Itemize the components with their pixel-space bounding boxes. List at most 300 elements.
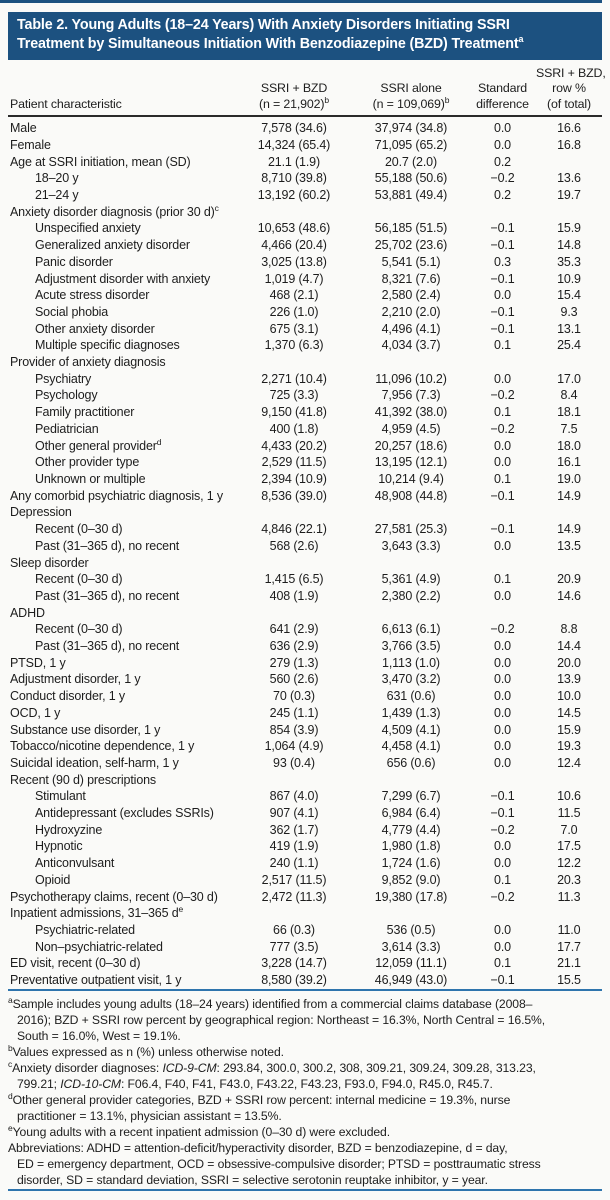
cell-ssri-alone: 11,096 (10.2) — [375, 371, 447, 386]
table-row — [8, 838, 602, 855]
cell-ssri-alone: 8,321 (7.6) — [381, 271, 441, 286]
cell-ssri-alone — [353, 772, 469, 789]
row-label: 21–24 y — [35, 188, 79, 203]
column-header-standard-difference: Standard difference — [469, 60, 536, 116]
cell-ssri-bzd: 21.1 (1.9) — [267, 154, 320, 169]
table-row — [8, 638, 602, 655]
footnote-a: $^a$Sample includes young adults (18–24 years) identified from a commercial claims database (2008– 2016); BZD + SSRI row percent by geographical region: Northeast = 16.3%, North Central = 16.5%, South = 16.0%, West = 19.1%. — [8, 994, 546, 1043]
cell-row-percent: 14.6 — [557, 588, 581, 603]
cell-ssri-bzd: 10,653 (48.6) — [257, 221, 331, 236]
table-row — [8, 170, 602, 187]
cell-ssri-bzd: 636 (2.9) — [269, 639, 319, 654]
table-row — [8, 237, 602, 254]
cell-row-percent: 17.0 — [557, 371, 581, 386]
cell-standard-difference — [469, 504, 536, 521]
cell-ssri-alone — [353, 504, 469, 521]
cell-ssri-alone: 1,439 (1.3) — [381, 705, 441, 720]
table-row — [8, 387, 602, 404]
cell-ssri-bzd: 2,271 (10.4) — [261, 371, 327, 386]
row-label: Other general provider$^d$ — [35, 436, 162, 453]
cell-ssri-alone: 536 (0.5) — [386, 922, 436, 937]
cell-standard-difference: 0.0 — [494, 689, 511, 704]
cell-standard-difference: −0.1 — [490, 806, 515, 821]
cell-ssri-alone: 25,702 (23.6) — [374, 238, 448, 253]
table-row — [8, 137, 602, 154]
cell-ssri-alone: 3,614 (3.3) — [381, 939, 441, 954]
cell-ssri-alone: 3,766 (3.5) — [381, 639, 441, 654]
cell-ssri-alone: 13,195 (12.1) — [374, 455, 448, 470]
cell-ssri-bzd: 8,580 (39.2) — [261, 973, 327, 988]
cell-row-percent: 21.1 — [557, 956, 581, 971]
cell-ssri-bzd: 4,846 (22.1) — [261, 522, 327, 537]
cell-row-percent: 7.5 — [560, 421, 578, 436]
cell-row-percent: 17.5 — [557, 839, 581, 854]
cell-row-percent: 13.5 — [557, 538, 581, 553]
row-label: Past (31–365 d), no recent — [35, 639, 180, 654]
row-label: Adjustment disorder, 1 y — [10, 672, 141, 687]
cell-ssri-bzd: 66 (0.3) — [273, 922, 315, 937]
cell-row-percent: 16.6 — [557, 121, 581, 136]
cell-row-percent: 16.1 — [557, 455, 581, 470]
cell-standard-difference: −0.1 — [490, 321, 515, 336]
row-label: Psychiatry — [35, 371, 92, 386]
table-row — [8, 621, 602, 638]
cell-ssri-bzd: 867 (4.0) — [269, 789, 319, 804]
table-row — [8, 488, 602, 505]
cell-ssri-alone: 7,299 (6.7) — [381, 789, 441, 804]
cell-row-percent: 15.9 — [557, 722, 581, 737]
row-label: Recent (0–30 d) — [35, 572, 123, 587]
table-row — [8, 116, 602, 137]
table-row — [8, 421, 602, 438]
table-row — [8, 889, 602, 906]
cell-row-percent: 9.3 — [560, 304, 578, 319]
cell-row-percent: 15.9 — [557, 221, 581, 236]
cell-standard-difference: −0.1 — [490, 789, 515, 804]
cell-row-percent: 13.6 — [557, 171, 581, 186]
cell-ssri-alone: 1,724 (1.6) — [381, 856, 441, 871]
row-label: Substance use disorder, 1 y — [10, 722, 161, 737]
row-label: Anxiety disorder diagnosis (prior 30 d)$^c$ — [10, 202, 219, 219]
column-header-ssri-bzd: SSRI + BZD (n = 21,902)$^b$ — [235, 60, 353, 116]
footnotes — [8, 996, 604, 1188]
table-row — [8, 271, 602, 288]
row-label: Inpatient admissions, 31–365 $d^e$ — [10, 904, 184, 921]
column-header-row-percent: SSRI + BZD, row % (of total) — [536, 60, 602, 116]
cell-ssri-alone: 4,496 (4.1) — [381, 321, 441, 336]
table-row — [8, 805, 602, 822]
cell-ssri-alone: 12,059 (11.1) — [375, 956, 447, 971]
row-label: OCD, 1 y — [10, 705, 61, 720]
cell-ssri-bzd: 3,228 (14.7) — [261, 956, 327, 971]
cell-ssri-alone: 3,643 (3.3) — [381, 538, 441, 553]
cell-ssri-bzd — [235, 772, 353, 789]
cell-ssri-bzd: 245 (1.1) — [269, 705, 319, 720]
cell-row-percent: 18.1 — [557, 405, 581, 420]
cell-row-percent: 10.0 — [557, 689, 581, 704]
cell-ssri-bzd: 568 (2.6) — [269, 538, 319, 553]
table-row — [8, 738, 602, 755]
cell-ssri-alone: 6,984 (6.4) — [381, 806, 441, 821]
cell-ssri-alone: 56,185 (51.5) — [374, 221, 448, 236]
cell-ssri-alone: 71,095 (65.2) — [374, 137, 448, 152]
table-row — [8, 254, 602, 271]
row-label: Generalized anxiety disorder — [35, 238, 190, 253]
top-rule — [0, 0, 602, 3]
row-label: Sleep disorder — [10, 555, 89, 570]
cell-row-percent: 16.8 — [557, 137, 581, 152]
cell-ssri-alone — [353, 204, 469, 221]
table-header — [8, 60, 606, 116]
row-label: Social phobia — [35, 304, 109, 319]
row-label: Psychiatric-related — [35, 922, 135, 937]
data-table — [8, 60, 606, 991]
cell-standard-difference: −0.2 — [490, 622, 515, 637]
cell-ssri-alone: 7,956 (7.3) — [381, 388, 441, 403]
cell-row-percent — [536, 154, 602, 171]
cell-ssri-alone: 41,392 (38.0) — [374, 405, 448, 420]
row-label: 18–20 y — [35, 171, 79, 186]
cell-row-percent: 20.0 — [557, 655, 581, 670]
cell-ssri-bzd: 400 (1.8) — [269, 421, 319, 436]
row-label: Depression — [10, 505, 72, 520]
row-label: Tobacco/nicotine dependence, 1 y — [10, 739, 195, 754]
table-row — [8, 955, 602, 972]
table-row — [8, 705, 602, 722]
cell-ssri-alone: 19,380 (17.8) — [374, 889, 448, 904]
cell-row-percent — [536, 354, 602, 371]
cell-row-percent: 13.9 — [557, 672, 581, 687]
cell-ssri-alone — [353, 605, 469, 622]
cell-ssri-alone: 27,581 (25.3) — [374, 522, 448, 537]
cell-row-percent: 12.2 — [557, 856, 581, 871]
cell-standard-difference: 0.0 — [494, 722, 511, 737]
cell-row-percent: 13.1 — [557, 321, 581, 336]
cell-ssri-alone: 656 (0.6) — [386, 755, 436, 770]
cell-ssri-bzd: 2,472 (11.3) — [261, 889, 327, 904]
cell-standard-difference — [469, 204, 536, 221]
cell-standard-difference: −0.1 — [490, 973, 515, 988]
table-row — [8, 788, 602, 805]
cell-ssri-bzd: 3,025 (13.8) — [261, 254, 327, 269]
cell-row-percent: 11.3 — [557, 889, 581, 904]
cell-row-percent — [536, 605, 602, 622]
cell-ssri-alone: 4,509 (4.1) — [381, 722, 441, 737]
table-row — [8, 438, 602, 455]
table-row — [8, 187, 602, 204]
cell-row-percent — [536, 905, 602, 922]
cell-standard-difference: 0.0 — [494, 371, 511, 386]
cell-standard-difference: 0.0 — [494, 755, 511, 770]
cell-ssri-bzd: 362 (1.7) — [269, 822, 319, 837]
cell-row-percent — [536, 555, 602, 572]
cell-ssri-bzd: 560 (2.6) — [269, 672, 319, 687]
table-row — [8, 671, 602, 688]
footnote-b: $^b$Values expressed as n (%) unless otherwise noted. — [8, 1042, 284, 1059]
row-label: Panic disorder — [35, 254, 113, 269]
cell-ssri-bzd: 226 (1.0) — [269, 304, 319, 319]
table-row — [8, 204, 602, 221]
cell-ssri-bzd: 93 (0.4) — [273, 755, 315, 770]
cell-ssri-alone: 4,458 (4.1) — [381, 739, 441, 754]
cell-ssri-alone: 2,580 (2.4) — [381, 288, 441, 303]
table-row — [8, 220, 602, 237]
cell-ssri-bzd: 8,536 (39.0) — [261, 488, 327, 503]
table-row — [8, 688, 602, 705]
cell-ssri-bzd — [235, 504, 353, 521]
cell-ssri-bzd: 907 (4.1) — [269, 806, 319, 821]
row-label: ED visit, recent (0–30 d) — [10, 956, 141, 971]
cell-row-percent: 15.5 — [557, 973, 581, 988]
row-label: Provider of anxiety diagnosis — [10, 355, 166, 370]
cell-ssri-alone: 5,541 (5.1) — [381, 254, 441, 269]
cell-standard-difference: 0.0 — [494, 438, 511, 453]
row-label: Non–psychiatric-related — [35, 939, 163, 954]
column-header-characteristic: Patient characteristic — [8, 60, 235, 116]
cell-ssri-alone: 37,974 (34.8) — [374, 121, 448, 136]
table-row — [8, 605, 602, 622]
row-label: Acute stress disorder — [35, 288, 150, 303]
cell-row-percent: 19.3 — [557, 739, 581, 754]
cell-row-percent: 12.4 — [557, 755, 581, 770]
cell-ssri-bzd — [235, 204, 353, 221]
table-row — [8, 287, 602, 304]
table-row — [8, 755, 602, 772]
table-row — [8, 454, 602, 471]
cell-standard-difference: 0.1 — [494, 572, 511, 587]
cell-row-percent: 17.7 — [557, 939, 581, 954]
cell-row-percent: 14.8 — [557, 238, 581, 253]
row-label: Age at SSRI initiation, mean (SD) — [10, 154, 191, 169]
cell-ssri-alone: 9,852 (9.0) — [381, 872, 441, 887]
table-row — [8, 304, 602, 321]
cell-standard-difference: 0.0 — [494, 288, 511, 303]
cell-ssri-alone: 48,908 (44.8) — [374, 488, 448, 503]
cell-row-percent: 14.5 — [557, 705, 581, 720]
table-row — [8, 722, 602, 739]
row-label: Opioid — [35, 872, 71, 887]
cell-ssri-bzd: 8,710 (39.8) — [261, 171, 327, 186]
row-label: Female — [10, 137, 51, 152]
cell-ssri-alone: 10,214 (9.4) — [378, 471, 444, 486]
cell-ssri-bzd: 9,150 (41.8) — [261, 405, 327, 420]
row-label: Unspecified anxiety — [35, 221, 141, 236]
column-header-ssri-alone: SSRI alone (n = 109,069)$^b$ — [353, 60, 469, 116]
row-label: Pediatrician — [35, 421, 99, 436]
cell-standard-difference: 0.0 — [494, 137, 511, 152]
cell-standard-difference — [469, 905, 536, 922]
row-label: Unknown or multiple — [35, 471, 146, 486]
cell-ssri-bzd: 14,324 (65.4) — [257, 137, 331, 152]
cell-standard-difference — [469, 605, 536, 622]
table-row — [8, 404, 602, 421]
cell-standard-difference: −0.2 — [490, 889, 515, 904]
cell-ssri-alone — [353, 354, 469, 371]
cell-row-percent: 20.9 — [557, 572, 581, 587]
cell-ssri-alone — [353, 555, 469, 572]
cell-standard-difference: 0.0 — [494, 839, 511, 854]
cell-ssri-alone: 3,470 (3.2) — [381, 672, 441, 687]
table-row — [8, 872, 602, 889]
cell-standard-difference: 0.0 — [494, 705, 511, 720]
table-row — [8, 354, 602, 371]
cell-row-percent: 11.5 — [557, 806, 581, 821]
cell-row-percent: 11.0 — [557, 922, 581, 937]
table-row — [8, 655, 602, 672]
cell-standard-difference: −0.2 — [490, 421, 515, 436]
cell-ssri-bzd: 777 (3.5) — [269, 939, 319, 954]
cell-ssri-bzd: 1,019 (4.7) — [264, 271, 324, 286]
row-label: Antidepressant (excludes SSRIs) — [35, 806, 214, 821]
cell-ssri-bzd: 13,192 (60.2) — [257, 188, 331, 203]
cell-row-percent: 25.4 — [557, 338, 581, 353]
row-label: Family practitioner — [35, 405, 135, 420]
cell-ssri-bzd: 4,433 (20.2) — [261, 438, 327, 453]
cell-ssri-bzd — [235, 555, 353, 572]
cell-standard-difference: 0.1 — [494, 338, 511, 353]
cell-row-percent — [536, 504, 602, 521]
table-row — [8, 521, 602, 538]
cell-ssri-bzd: 70 (0.3) — [273, 689, 315, 704]
cell-row-percent: 20.3 — [557, 872, 581, 887]
cell-ssri-bzd: 240 (1.1) — [269, 856, 319, 871]
cell-standard-difference: 0.2 — [494, 188, 511, 203]
cell-standard-difference: −0.1 — [490, 522, 515, 537]
row-label: Past (31–365 d), no recent — [35, 588, 180, 603]
cell-row-percent: 19.0 — [557, 471, 581, 486]
row-label: Suicidal ideation, self-harm, 1 y — [10, 755, 179, 770]
cell-row-percent: 10.9 — [557, 271, 581, 286]
cell-standard-difference: −0.1 — [490, 488, 515, 503]
cell-standard-difference: 0.0 — [494, 588, 511, 603]
cell-ssri-bzd: 1,415 (6.5) — [264, 572, 324, 587]
cell-row-percent: 35.3 — [557, 254, 581, 269]
cell-ssri-bzd: 1,370 (6.3) — [264, 338, 324, 353]
table-row — [8, 905, 602, 922]
cell-ssri-alone: 1,980 (1.8) — [381, 839, 441, 854]
row-label: Conduct disorder, 1 y — [10, 689, 125, 704]
footnote-e: $^e$Young adults with a recent inpatient admission (0–30 d) were excluded. — [8, 1122, 391, 1139]
cell-standard-difference: 0.0 — [494, 121, 511, 136]
row-label: Multiple specific diagnoses — [35, 338, 180, 353]
table-row — [8, 571, 602, 588]
cell-standard-difference: −0.2 — [490, 388, 515, 403]
cell-ssri-bzd: 468 (2.1) — [269, 288, 319, 303]
cell-ssri-bzd — [235, 354, 353, 371]
cell-ssri-bzd: 1,064 (4.9) — [264, 739, 324, 754]
table-row — [8, 555, 602, 572]
row-label: ADHD — [10, 605, 45, 620]
table-row — [8, 371, 602, 388]
table-row — [8, 855, 602, 872]
cell-ssri-alone: 53,881 (49.4) — [374, 188, 448, 203]
cell-row-percent: 7.0 — [560, 822, 578, 837]
cell-ssri-bzd: 2,529 (11.5) — [261, 455, 327, 470]
table-row — [8, 154, 602, 171]
cell-row-percent: 15.4 — [557, 288, 581, 303]
cell-standard-difference: 0.1 — [494, 872, 511, 887]
cell-standard-difference: 0.0 — [494, 739, 511, 754]
row-label: Recent (90 d) prescriptions — [10, 772, 157, 787]
cell-ssri-alone: 631 (0.6) — [386, 689, 436, 704]
cell-row-percent — [536, 204, 602, 221]
cell-standard-difference: 0.1 — [494, 471, 511, 486]
cell-ssri-bzd: 279 (1.3) — [269, 655, 319, 670]
row-label: Any comorbid psychiatric diagnosis, 1 y — [10, 488, 223, 503]
cell-ssri-bzd: 854 (3.9) — [269, 722, 319, 737]
row-label: Hydroxyzine — [35, 822, 103, 837]
cell-standard-difference: 0.1 — [494, 405, 511, 420]
cell-ssri-bzd: 7,578 (34.6) — [261, 121, 327, 136]
cell-standard-difference: 0.0 — [494, 856, 511, 871]
cell-row-percent: 10.6 — [557, 789, 581, 804]
table-row — [8, 939, 602, 956]
cell-standard-difference — [469, 772, 536, 789]
row-label: Male — [10, 121, 37, 136]
table-row — [8, 588, 602, 605]
row-label: Recent (0–30 d) — [35, 622, 123, 637]
bottom-rule — [8, 1189, 602, 1191]
cell-standard-difference — [469, 354, 536, 371]
cell-ssri-bzd: 641 (2.9) — [269, 622, 319, 637]
cell-standard-difference: −0.1 — [490, 238, 515, 253]
cell-standard-difference: 0.2 — [494, 154, 511, 169]
table-body — [8, 116, 602, 990]
table-row — [8, 922, 602, 939]
header-row — [8, 60, 602, 116]
cell-ssri-bzd: 2,394 (10.9) — [261, 471, 327, 486]
table-row — [8, 822, 602, 839]
row-label: Other anxiety disorder — [35, 321, 155, 336]
cell-standard-difference: 0.1 — [494, 956, 511, 971]
cell-ssri-alone: 2,210 (2.0) — [381, 304, 441, 319]
cell-row-percent: 14.9 — [557, 522, 581, 537]
table-row — [8, 538, 602, 555]
cell-ssri-alone: 4,959 (4.5) — [381, 421, 441, 436]
table-row — [8, 321, 602, 338]
cell-ssri-alone — [353, 905, 469, 922]
cell-row-percent: 8.4 — [560, 388, 578, 403]
cell-standard-difference: 0.0 — [494, 922, 511, 937]
cell-row-percent: 14.4 — [557, 639, 581, 654]
cell-standard-difference: 0.0 — [494, 672, 511, 687]
row-label: Other provider type — [35, 455, 140, 470]
cell-standard-difference: −0.1 — [490, 271, 515, 286]
cell-ssri-alone: 4,034 (3.7) — [381, 338, 441, 353]
cell-standard-difference: −0.2 — [490, 171, 515, 186]
row-label: Stimulant — [35, 789, 86, 804]
cell-standard-difference: −0.1 — [490, 221, 515, 236]
cell-standard-difference: −0.1 — [490, 304, 515, 319]
table-title: Table 2. Young Adults (18–24 Years) With Anxiety Disorders Initiating SSRI Treatment by Simultaneous Initiation With Benzodiazepine (BZD) Treatment$^a$ — [8, 12, 602, 60]
cell-row-percent: 14.9 — [557, 488, 581, 503]
cell-standard-difference: −0.2 — [490, 822, 515, 837]
cell-row-percent: 8.8 — [560, 622, 578, 637]
footnote-d: $^d$Other general provider categories, BZD + SSRI row percent: internal medicine = 19.3%, nurse practitioner = 13.1%, physician assistant = 13.5%. — [8, 1090, 511, 1123]
cell-ssri-alone: 20,257 (18.6) — [374, 438, 448, 453]
table-row — [8, 471, 602, 488]
cell-ssri-bzd: 419 (1.9) — [269, 839, 319, 854]
row-label: Preventative outpatient visit, 1 y — [10, 973, 182, 988]
cell-ssri-bzd — [235, 905, 353, 922]
cell-ssri-alone: 5,361 (4.9) — [381, 572, 441, 587]
cell-ssri-alone: 55,188 (50.6) — [374, 171, 448, 186]
table-row — [8, 772, 602, 789]
cell-ssri-bzd: 675 (3.1) — [269, 321, 319, 336]
cell-ssri-bzd: 4,466 (20.4) — [261, 238, 327, 253]
cell-standard-difference: 0.0 — [494, 455, 511, 470]
row-label: Psychotherapy claims, recent (0–30 d) — [10, 889, 218, 904]
